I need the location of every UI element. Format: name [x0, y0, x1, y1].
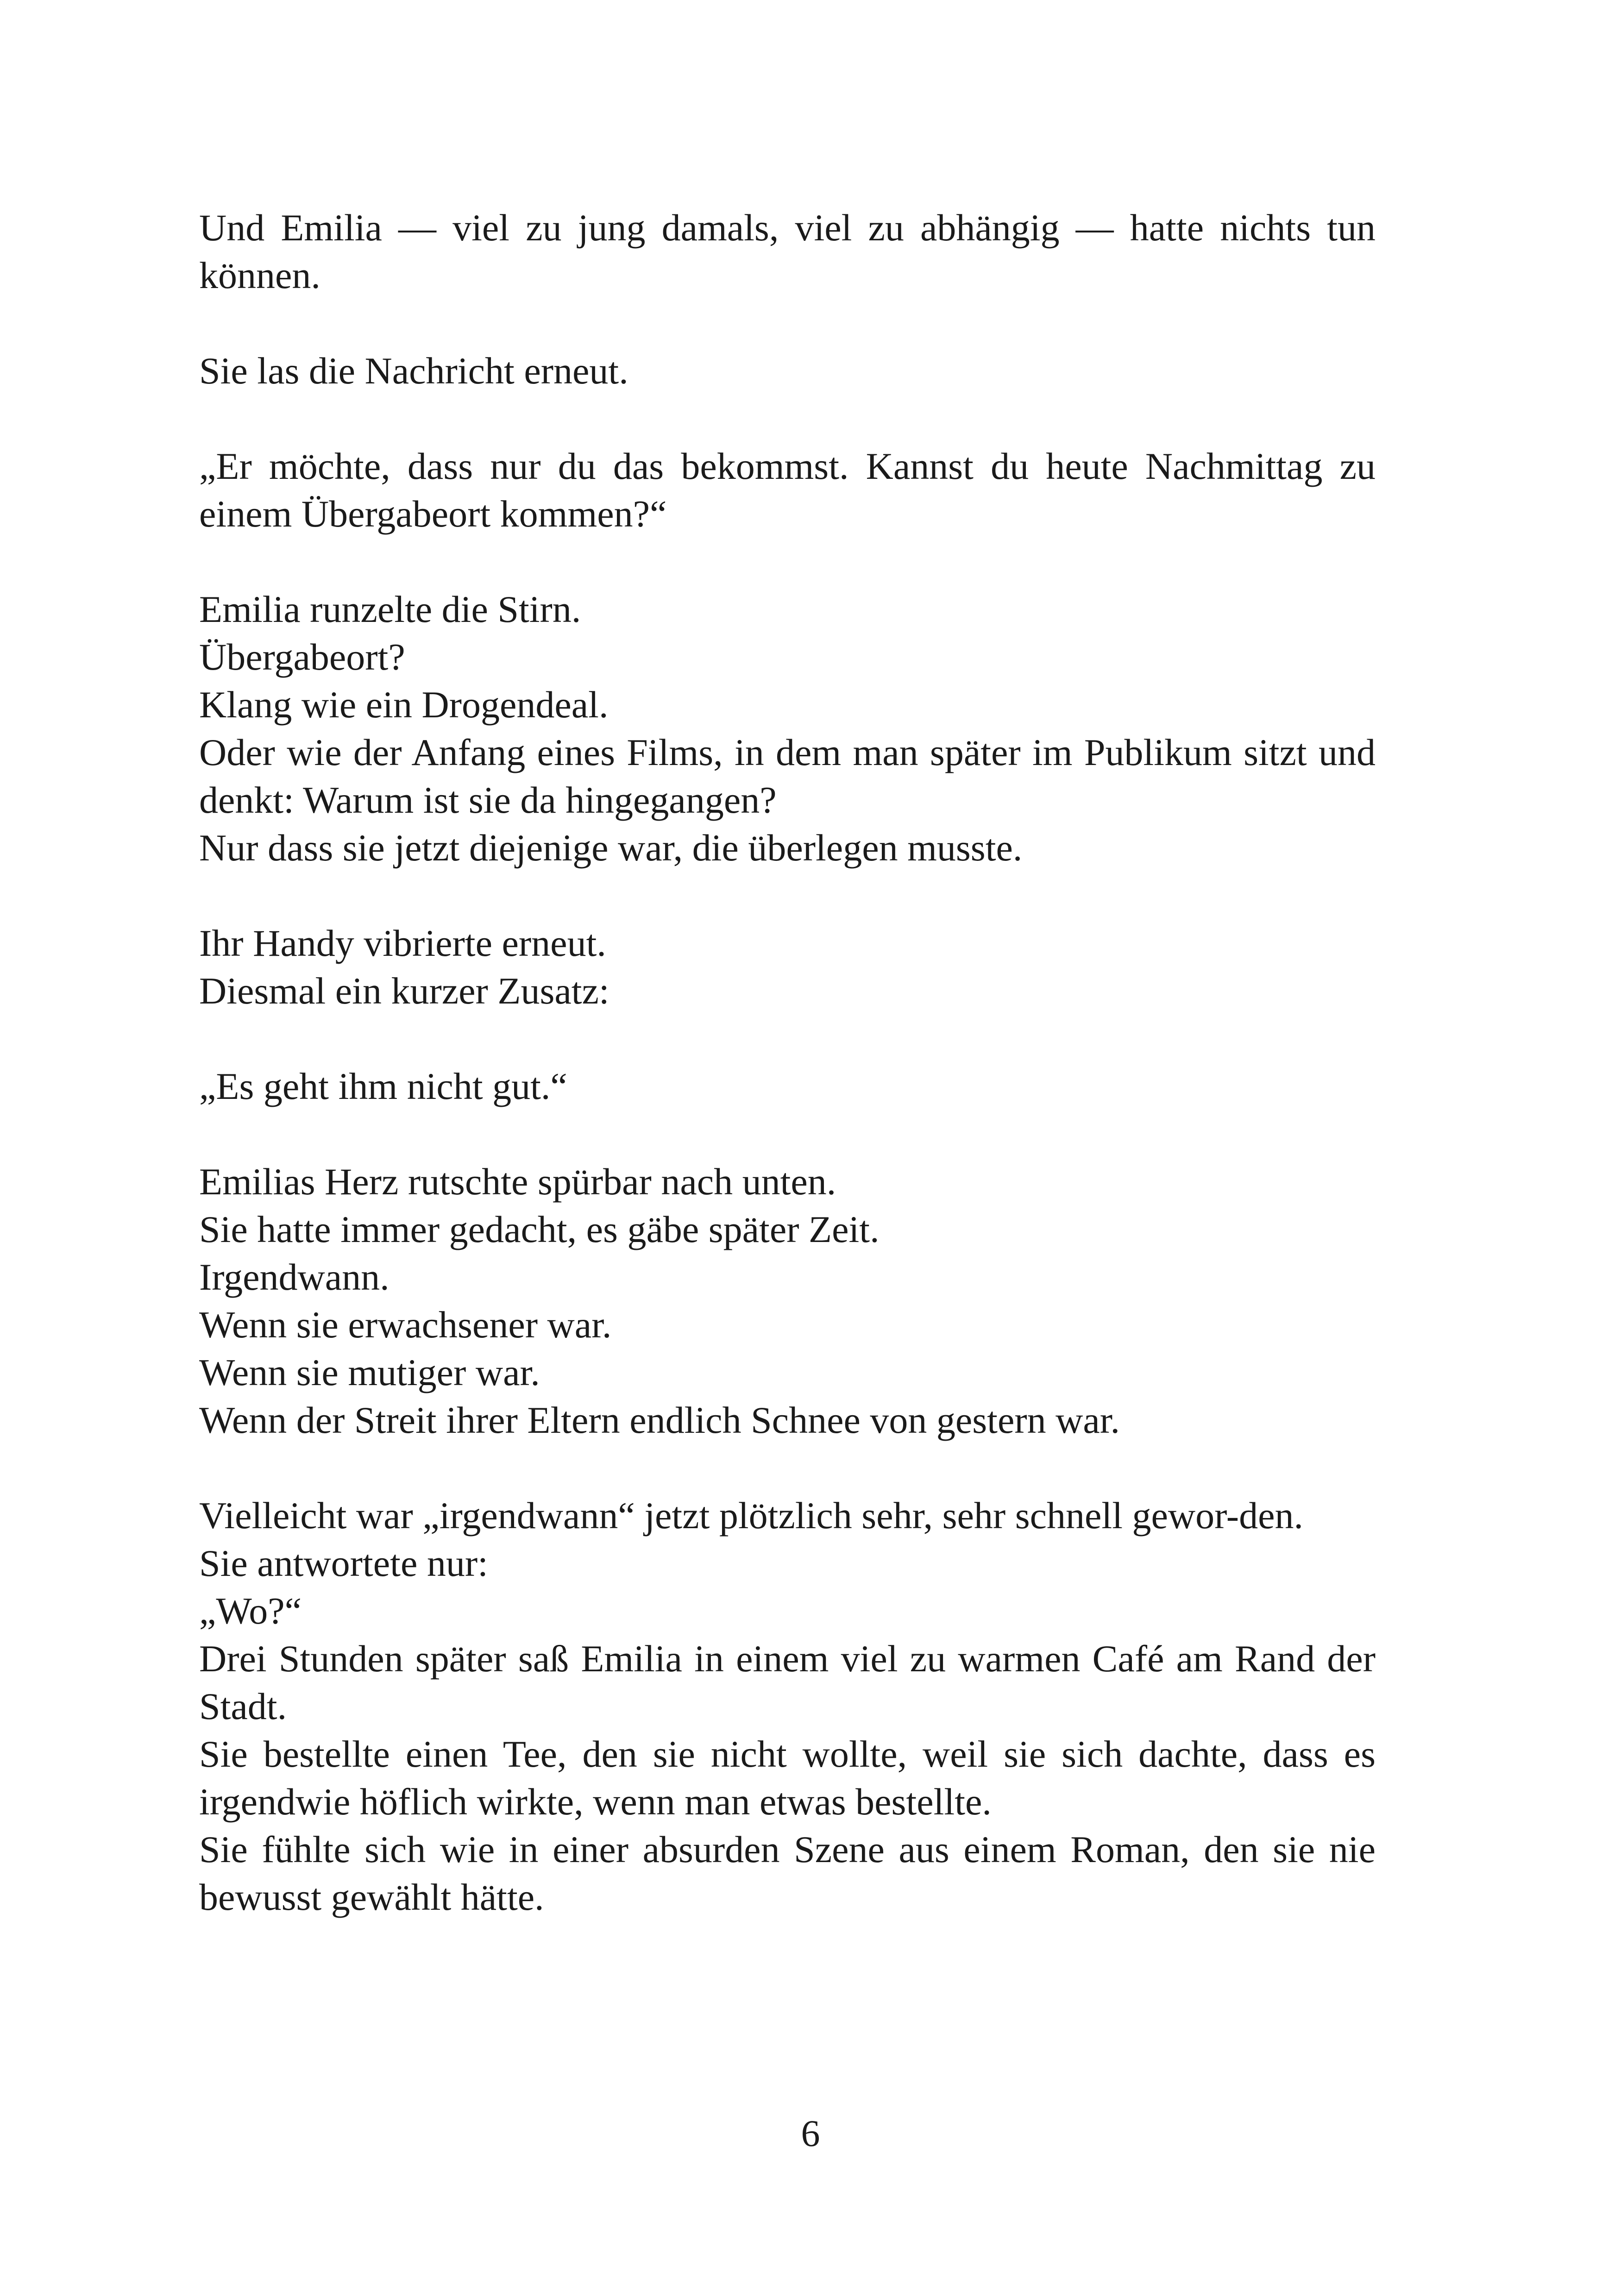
- paragraph-text: „Er möchte, dass nur du das bekommst. Kannst du heute Nachmittag zu einem Übergabeort kommen?“: [199, 445, 1376, 535]
- text-line: Sie fühlte sich wie in einer absurden Szene aus einem Roman, den sie nie bewusst gewählt hätte.: [199, 1828, 1376, 1918]
- paragraph-8: [199, 1492, 1376, 1921]
- text-line: Übergabeort?: [199, 636, 405, 678]
- paragraph-4: [199, 585, 1376, 872]
- paragraph-5: [199, 919, 1376, 1015]
- paragraph-text: Und Emilia — viel zu jung damals, viel zu abhängig — hatte nichts tun können.: [199, 207, 1376, 296]
- text-line: Sie bestellte einen Tee, den sie nicht wollte, weil sie sich dachte, dass es irgendwie höflich wirkte, wenn man etwas bestellte.: [199, 1733, 1376, 1823]
- paragraph-7: [199, 1158, 1376, 1444]
- text-line: Nur dass sie jetzt diejenige war, die überlegen musste.: [199, 827, 1023, 869]
- body-text: [199, 204, 1376, 1969]
- paragraph-text: „Es geht ihm nicht gut.“: [199, 1065, 567, 1107]
- text-line: Emilias Herz rutschte spürbar nach unten.: [199, 1161, 836, 1203]
- text-line: Wenn sie erwachsener war.: [199, 1304, 612, 1346]
- text-line: Sie antwortete nur:: [199, 1542, 488, 1584]
- text-line: Klang wie ein Drogendeal.: [199, 684, 609, 726]
- text-line: Wenn der Streit ihrer Eltern endlich Schnee von gestern war.: [199, 1399, 1120, 1441]
- text-line: Ihr Handy vibrierte erneut.: [199, 922, 606, 964]
- paragraph-2: [199, 347, 1376, 395]
- text-line: Emilia runzelte die Stirn.: [199, 588, 581, 630]
- text-line: Diesmal ein kurzer Zusatz:: [199, 970, 609, 1012]
- paragraph-3: [199, 442, 1376, 538]
- text-line: Oder wie der Anfang eines Films, in dem man später im Publikum sitzt und denkt: Warum ist sie da hingegangen?: [199, 731, 1376, 821]
- text-line: Irgendwann.: [199, 1256, 390, 1298]
- text-line: Wenn sie mutiger war.: [199, 1351, 540, 1393]
- text-line: Drei Stunden später saß Emilia in einem viel zu warmen Café am Rand der Stadt.: [199, 1637, 1376, 1727]
- paragraph-6: [199, 1062, 1376, 1110]
- text-line: Vielleicht war „irgendwann“ jetzt plötzlich sehr, sehr schnell gewor-den.: [199, 1494, 1303, 1537]
- paragraph-1: [199, 204, 1376, 299]
- page-number: 6: [801, 2112, 820, 2154]
- text-line: „Wo?“: [199, 1590, 302, 1632]
- paragraph-text: Sie las die Nachricht erneut.: [199, 350, 628, 392]
- text-line: Sie hatte immer gedacht, es gäbe später Zeit.: [199, 1208, 880, 1250]
